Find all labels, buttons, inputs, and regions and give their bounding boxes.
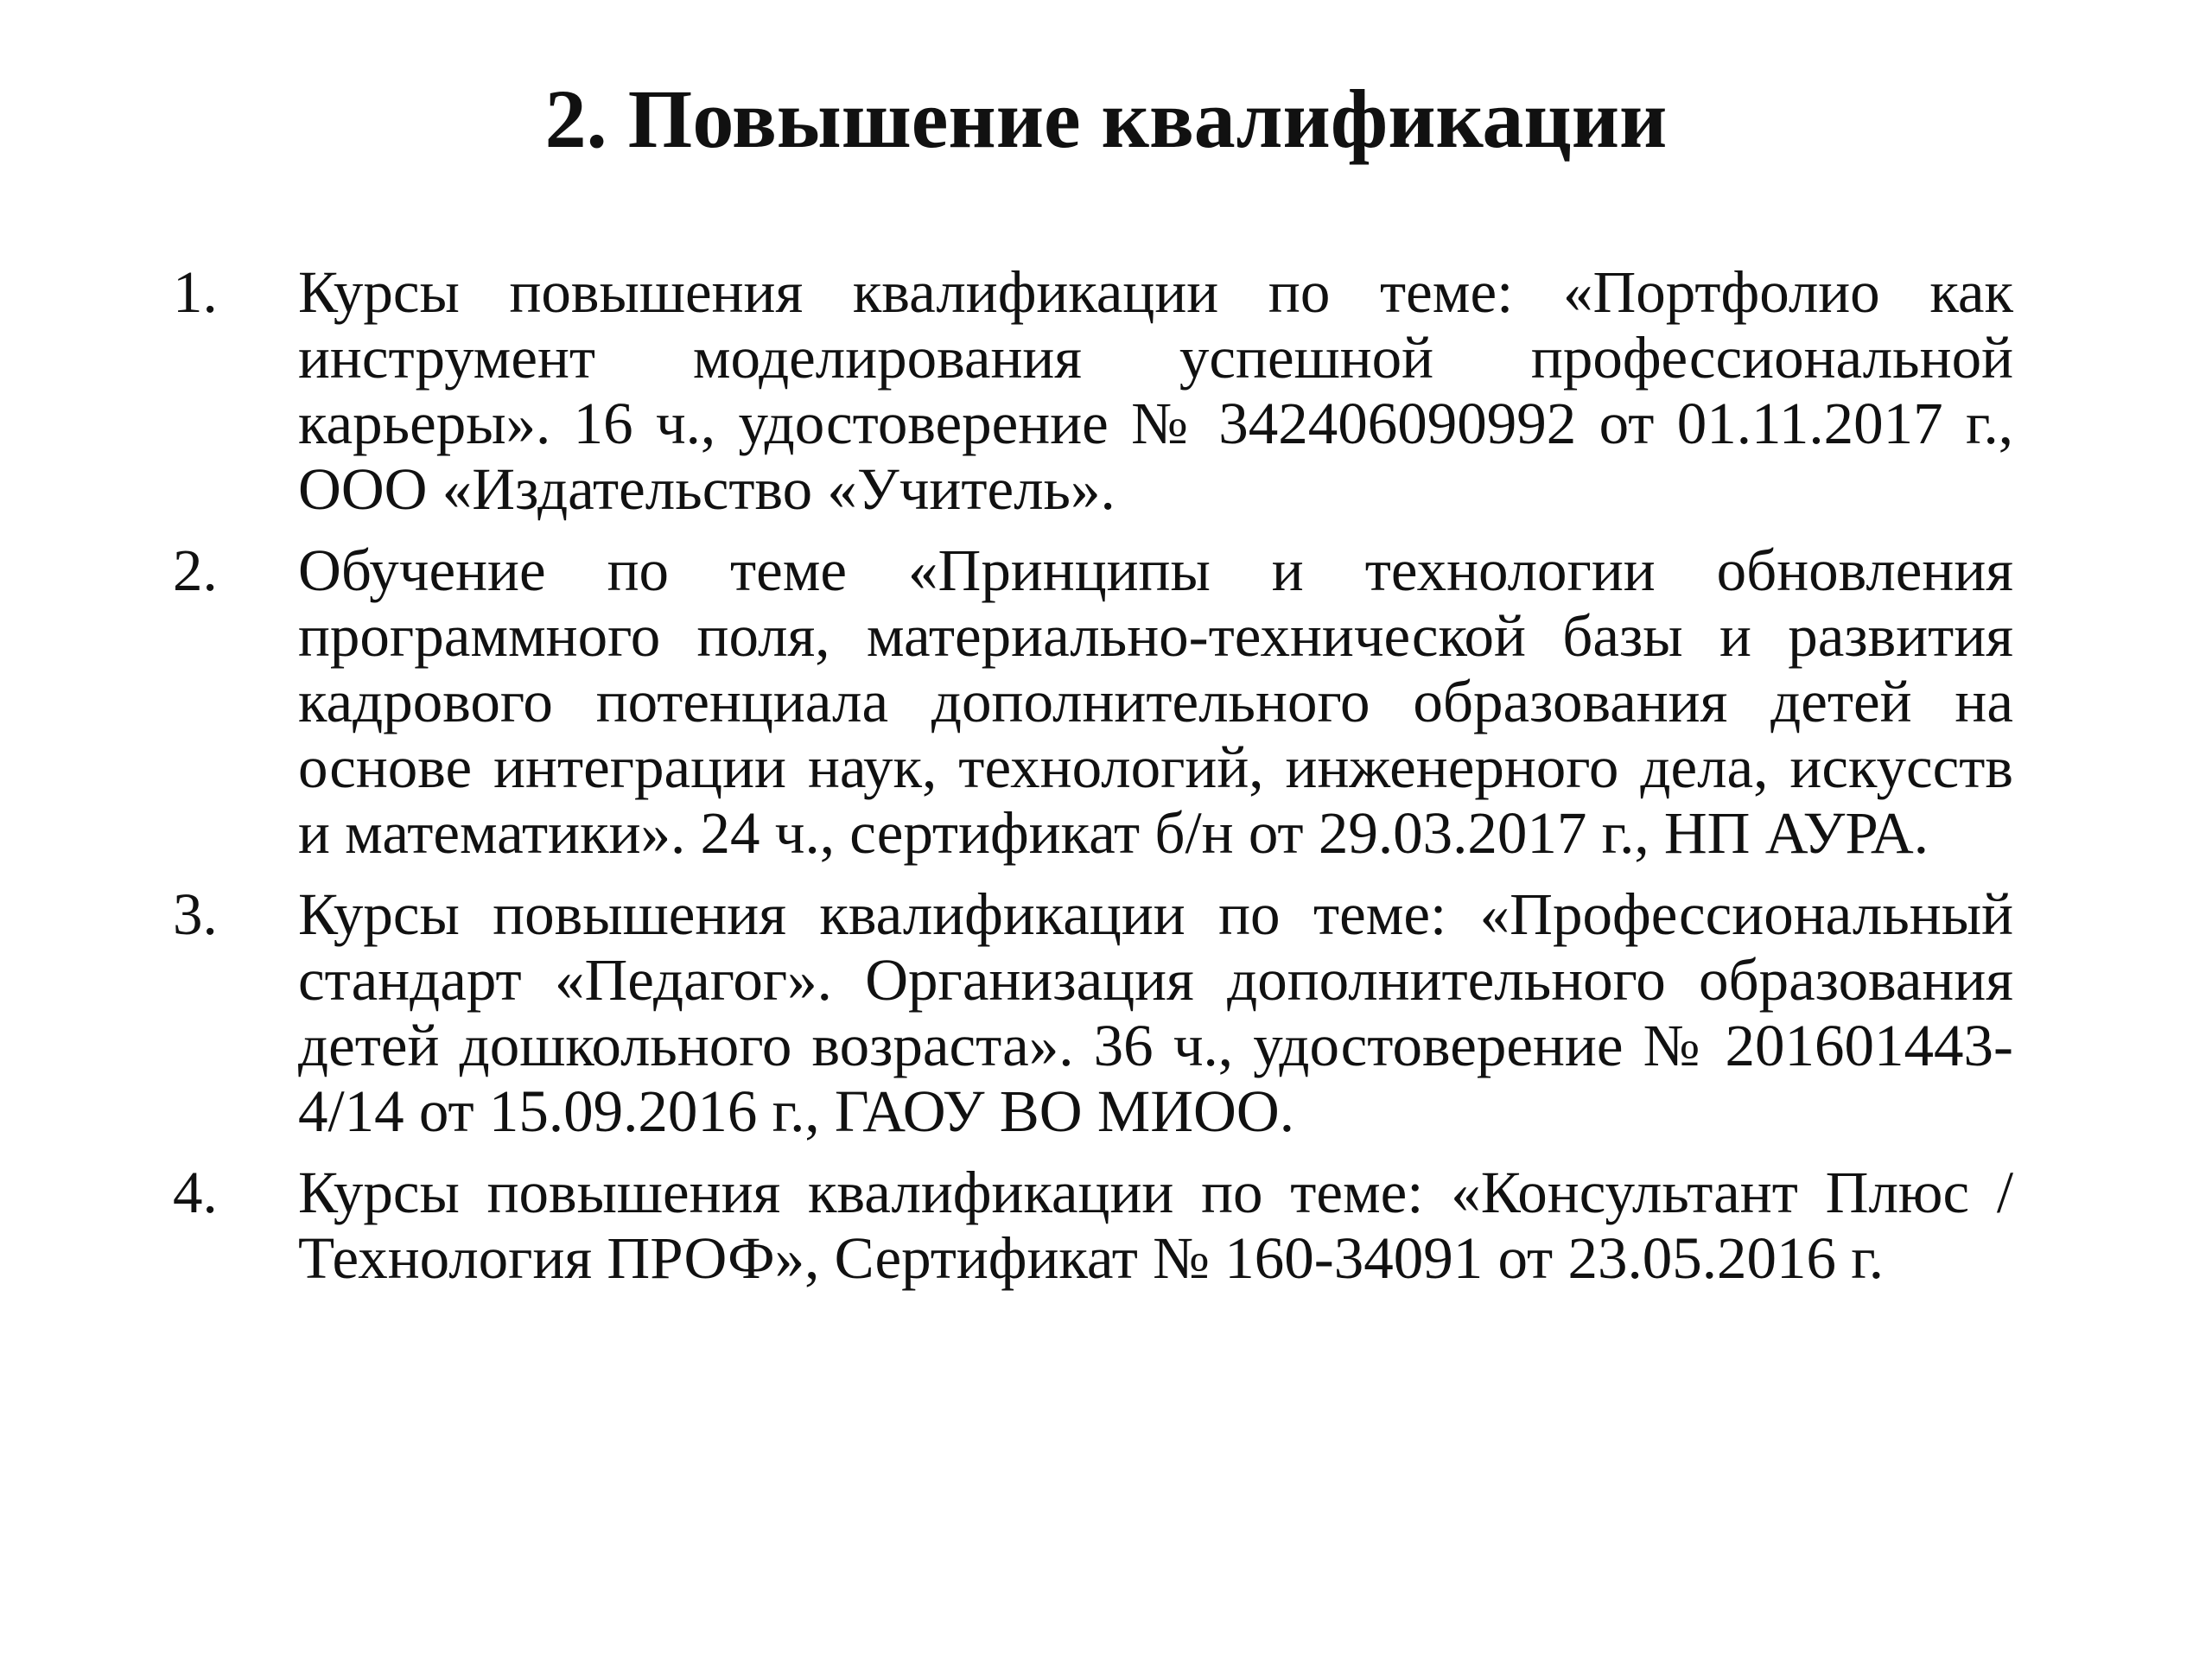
list-item bbox=[0, 259, 2212, 522]
list-item bbox=[0, 1160, 2212, 1291]
list-item-text: Обучение по теме «Принципы и технологии обновления программного поля, материально-технической базы и развития кадрового потенциала дополнительного образования детей на основе интеграции наук, технологий, инженерного дела, искусств и математики». 24 ч., сертификат б/н от 29.03.2017 г., НП АУРА. bbox=[298, 537, 2013, 866]
list-item bbox=[0, 881, 2212, 1144]
list-item-text: Курсы повышения квалификации по теме: «Консультант Плюс / Технология ПРОФ», Сертификат № 160-34091 от 23.05.2016 г. bbox=[298, 1160, 2013, 1291]
qualification-list bbox=[0, 259, 2212, 1306]
list-item-text: Курсы повышения квалификации по теме: «Профессиональный стандарт «Педагог». Организация дополнительного образования детей дошкольного возраста». 36 ч., удостоверение № 201601443-4/14 от 15.09.2016 г., ГАОУ ВО МИОО. bbox=[298, 881, 2013, 1144]
list-item-text: Курсы повышения квалификации по теме: «Портфолио как инструмент моделирования успешной профессиональной карьеры». 16 ч., удостоверение № 342406090992 от 01.11.2017 г., ООО «Издательство «Учитель». bbox=[298, 259, 2013, 522]
list-item-number: 4. bbox=[173, 1160, 218, 1225]
list-item-number: 2. bbox=[173, 537, 218, 603]
slide-title: 2. Повышение квалификации bbox=[544, 73, 1668, 165]
list-item-number: 3. bbox=[173, 881, 218, 947]
list-item bbox=[0, 537, 2212, 866]
list-item-number: 1. bbox=[173, 259, 218, 325]
